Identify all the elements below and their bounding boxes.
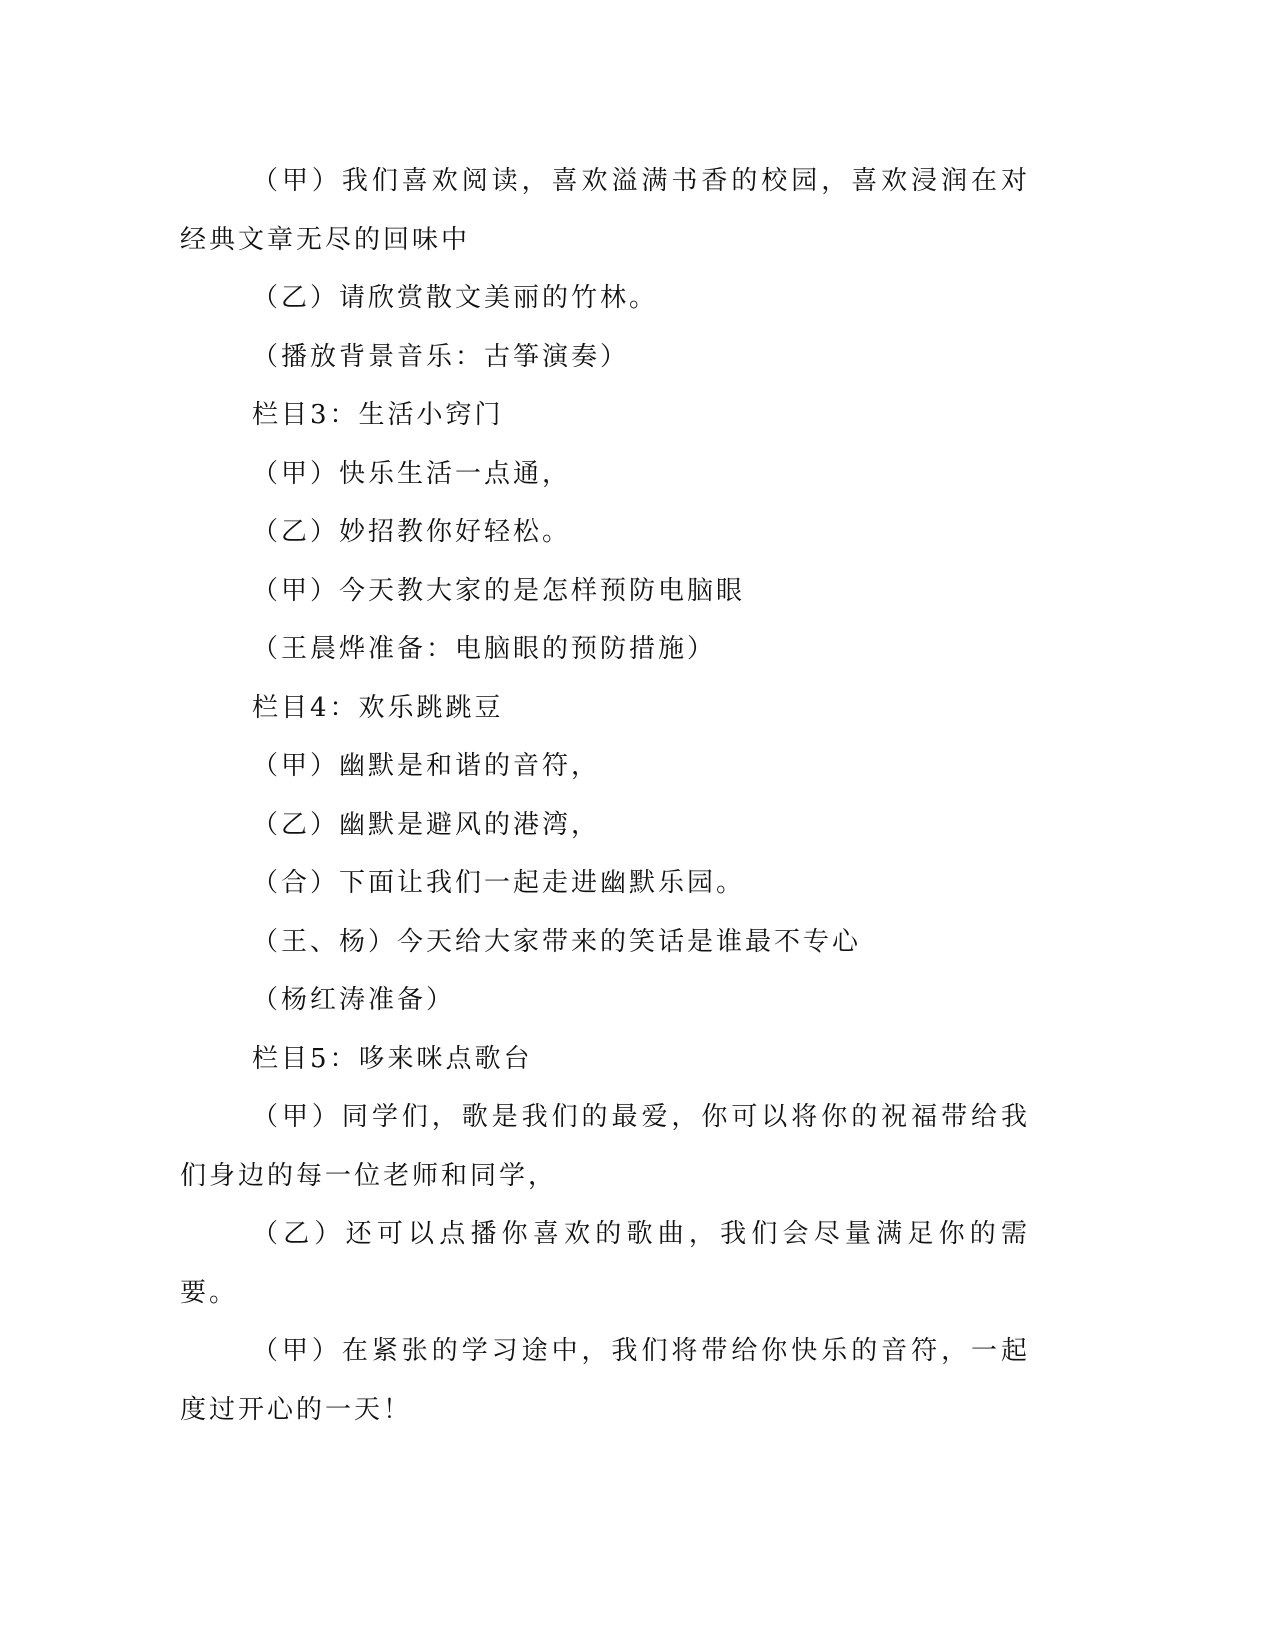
paragraph-song-a: （甲）同学们，歌是我们的最爱，你可以将你的祝福带给我们身边的每一位老师和同学， bbox=[180, 1102, 1030, 1191]
paragraph-closing: （甲）在紧张的学习途中，我们将带给你快乐的音符，一起度过开心的一天！ bbox=[180, 1336, 1030, 1425]
paragraph-bamboo-prose: （乙）请欣赏散文美丽的竹林。 bbox=[252, 283, 659, 313]
paragraph-song-b: （乙）还可以点播你喜欢的歌曲，我们会尽量满足你的需要。 bbox=[180, 1219, 1030, 1308]
paragraph-humor-b: （乙）幽默是避风的港湾， bbox=[252, 809, 601, 840]
paragraph-humor-a: （甲）幽默是和谐的音符， bbox=[252, 751, 601, 781]
section-heading-3: 栏目3：生活小窍门 bbox=[252, 400, 504, 430]
paragraph-background-music: （播放背景音乐：古筝演奏） bbox=[252, 341, 630, 372]
paragraph-reading-intro: （甲）我们喜欢阅读，喜欢溢满书香的校园，喜欢浸润在对经典文章无尽的回味中 bbox=[180, 166, 1030, 255]
paragraph-eye-care: （甲）今天教大家的是怎样预防电脑眼 bbox=[252, 575, 746, 606]
paragraph-joke: （王、杨）今天给大家带来的笑话是谁最不专心 bbox=[252, 926, 862, 957]
paragraph-life-tips-a: （甲）快乐生活一点通， bbox=[252, 458, 572, 489]
section-heading-5: 栏目5：哆来咪点歌台 bbox=[252, 1043, 533, 1074]
paragraph-life-tips-b: （乙）妙招教你好轻松。 bbox=[252, 517, 572, 547]
section-heading-4: 栏目4：欢乐跳跳豆 bbox=[252, 692, 504, 723]
paragraph-humor-together: （合）下面让我们一起走进幽默乐园。 bbox=[252, 868, 746, 898]
paragraph-joke-prep: （杨红涛准备） bbox=[252, 985, 456, 1015]
paragraph-eye-care-prep: （王晨烨准备：电脑眼的预防措施） bbox=[252, 634, 717, 664]
document-page bbox=[180, 152, 1030, 1439]
